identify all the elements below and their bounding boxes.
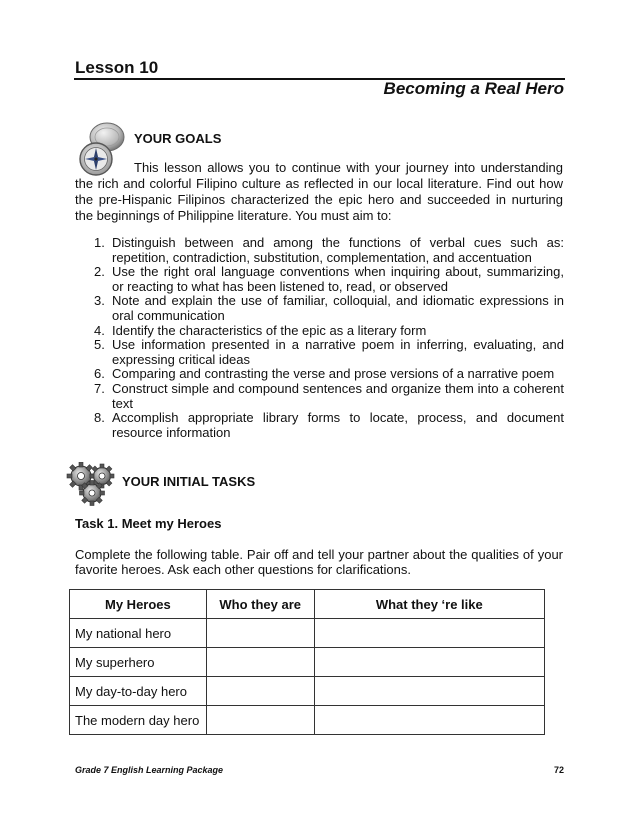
table-row (70, 648, 545, 677)
hero-type-cell: My national hero (70, 619, 207, 648)
list-number: 1. (94, 235, 105, 250)
list-item-text: Distinguish between and among the functions of verbal cues such as: repetition, contradiction, substitution, complementation, and accentuation (112, 235, 564, 265)
list-number: 7. (94, 380, 105, 396)
who-they-are-cell[interactable] (206, 677, 314, 706)
footer-package-name: Grade 7 English Learning Package (75, 765, 224, 775)
table-row (70, 677, 545, 706)
list-number: 3. (94, 293, 105, 309)
column-header-what-theyre-like: What they ‘re like (314, 590, 544, 619)
list-number: 5. (94, 337, 105, 353)
list-item-text: Comparing and contrasting the verse and prose versions of a narrative poem (112, 366, 555, 382)
table-row (70, 619, 545, 648)
list-item (75, 324, 564, 339)
goals-intro-text: This lesson allows you to continue with your journey into understanding the rich and colorful Filipino culture as reflected in our local literature. Find out how the pre-Hispanic Filipinos characterized the epic hero and succeeded in nurturing the beginnings of Philippine literature. You must aim to: (75, 160, 563, 223)
list-number: 2. (94, 264, 105, 280)
list-item (75, 265, 564, 294)
list-item-text: Identify the characteristics of the epic as a literary form (112, 322, 427, 338)
goals-intro-paragraph (75, 160, 563, 224)
list-item-text: Accomplish appropriate library forms to locate, process, and document resource information (112, 410, 564, 440)
list-item (75, 367, 564, 382)
hero-type-cell: The modern day hero (70, 706, 207, 735)
column-header-who-they-are: Who they are (206, 590, 314, 619)
who-they-are-cell[interactable] (206, 648, 314, 677)
lesson-subtitle: Becoming a Real Hero (383, 79, 564, 98)
lesson-title: Lesson 10 (75, 58, 159, 77)
list-number: 8. (94, 410, 105, 426)
list-item-text: Note and explain the use of familiar, colloquial, and idiomatic expressions in oral communication (112, 293, 564, 323)
your-goals-heading: YOUR GOALS (134, 131, 222, 146)
heroes-table (69, 589, 545, 735)
what-theyre-like-cell[interactable] (314, 706, 544, 735)
your-initial-tasks-heading: YOUR INITIAL TASKS (122, 474, 256, 489)
who-they-are-cell[interactable] (206, 619, 314, 648)
goals-list (75, 236, 564, 440)
list-item (75, 411, 564, 440)
column-header-my-heroes: My Heroes (70, 590, 207, 619)
list-item-text: Construct simple and compound sentences and organize them into a coherent text (112, 380, 564, 411)
what-theyre-like-cell[interactable] (314, 648, 544, 677)
what-theyre-like-cell[interactable] (314, 619, 544, 648)
list-item (75, 382, 564, 411)
list-item-text: Use information presented in a narrative poem in inferring, evaluating, and expressing critical ideas (112, 337, 564, 367)
task1-instructions: Complete the following table. Pair off and tell your partner about the qualities of your favorite heroes. Ask each other questions for clarifications. (75, 547, 563, 577)
hero-type-cell: My day-to-day hero (70, 677, 207, 706)
list-item-text: Use the right oral language conventions when inquiring about, summarizing, or reacting to what has been listened to, read, or observed (112, 264, 564, 294)
list-number: 6. (94, 366, 105, 382)
table-header-row (70, 590, 545, 619)
page-number: 72 (553, 765, 564, 775)
who-they-are-cell[interactable] (206, 706, 314, 735)
list-item (75, 338, 564, 367)
task1-title: Task 1. Meet my Heroes (75, 516, 222, 531)
what-theyre-like-cell[interactable] (314, 677, 544, 706)
list-item (75, 294, 564, 323)
list-number: 4. (94, 322, 105, 338)
hero-type-cell: My superhero (70, 648, 207, 677)
list-item (75, 236, 564, 265)
table-row (70, 706, 545, 735)
gears-icon (64, 462, 122, 506)
